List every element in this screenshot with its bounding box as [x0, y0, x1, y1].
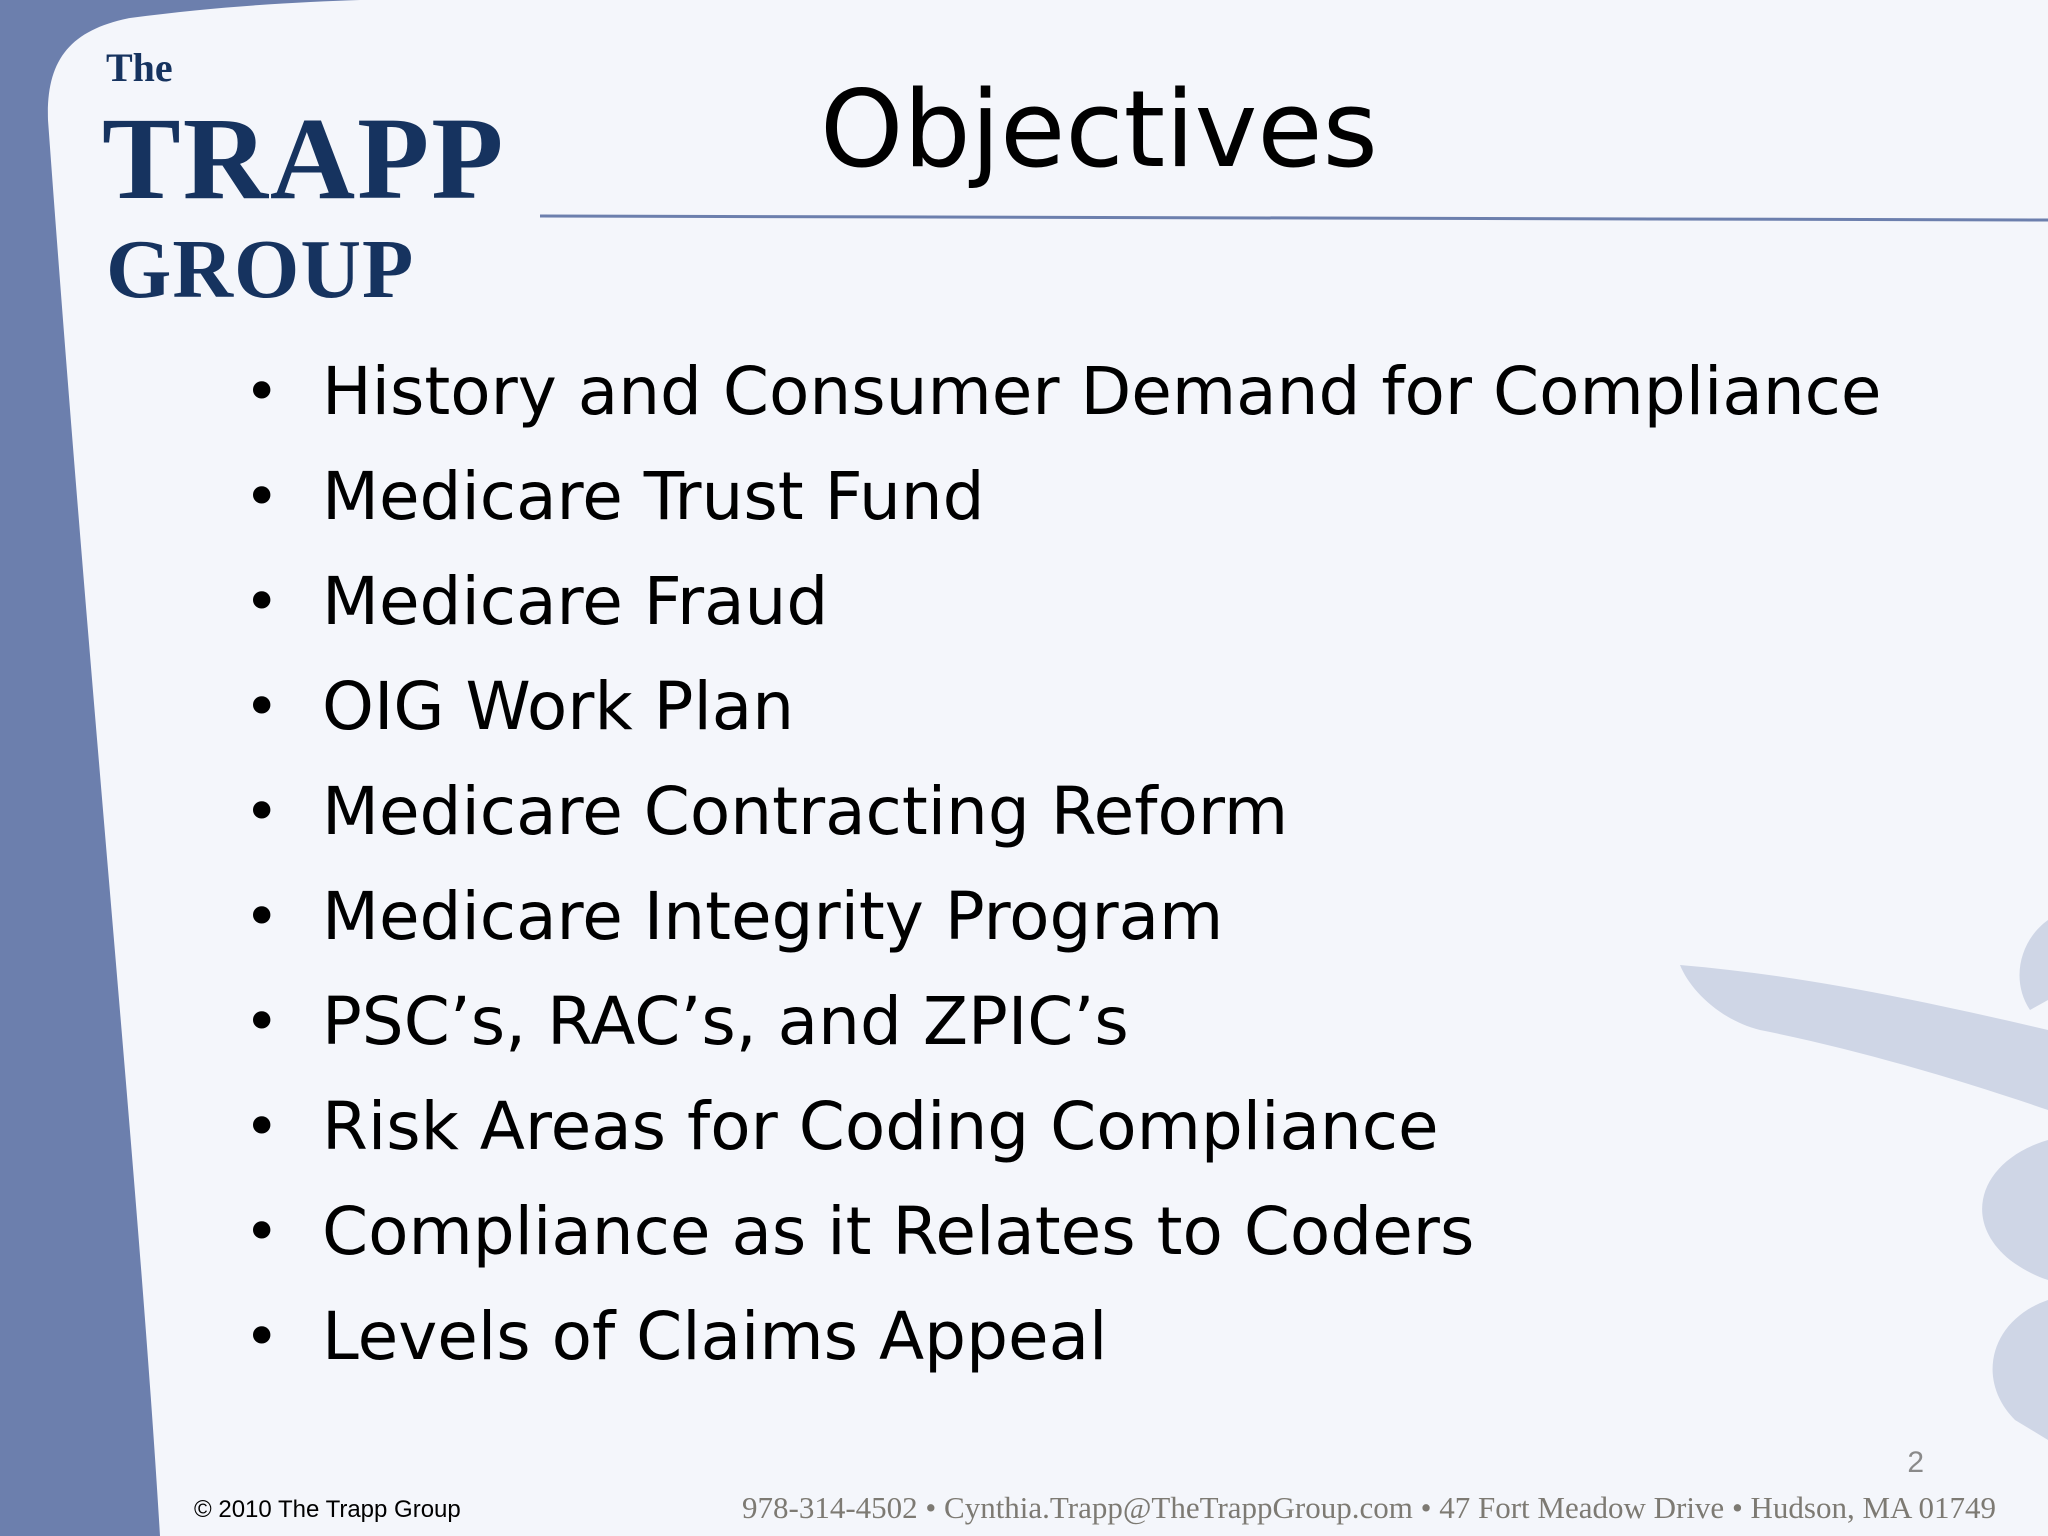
bullet-dot-icon: • — [244, 882, 280, 952]
objective-text: Medicare Trust Fund — [322, 458, 985, 535]
objective-text: PSC’s, RAC’s, and ZPIC’s — [322, 983, 1129, 1060]
objective-text: Medicare Integrity Program — [322, 878, 1224, 955]
objective-text: Levels of Claims Appeal — [322, 1298, 1108, 1375]
objective-text: Medicare Contracting Reform — [322, 773, 1289, 850]
copyright-notice: © 2010 The Trapp Group — [194, 1496, 461, 1523]
objective-item — [244, 352, 1882, 457]
objective-item — [244, 667, 1882, 772]
bullet-dot-icon: • — [244, 672, 280, 742]
bullet-dot-icon: • — [244, 1197, 280, 1267]
trapp-group-logo — [102, 45, 506, 316]
bullet-dot-icon: • — [244, 1302, 280, 1372]
bullet-dot-icon: • — [244, 1092, 280, 1162]
logo-the-text: The — [106, 45, 173, 90]
objective-item — [244, 562, 1882, 667]
logo-group-text: GROUP — [106, 223, 415, 316]
objective-text: Risk Areas for Coding Compliance — [322, 1088, 1439, 1165]
page-number: 2 — [1907, 1446, 1924, 1479]
logo-trapp-text: TRAPP — [102, 93, 506, 224]
objective-item — [244, 877, 1882, 982]
objective-item — [244, 1297, 1882, 1402]
bullet-dot-icon: • — [244, 357, 280, 427]
objective-text: History and Consumer Demand for Compliance — [322, 353, 1882, 430]
contact-info: 978-314-4502 • Cynthia.Trapp@TheTrappGroup.com • 47 Fort Meadow Drive • Hudson, MA 01749 — [742, 1490, 1996, 1525]
slide-title: Objectives — [820, 68, 1378, 191]
objective-item — [244, 457, 1882, 562]
bullet-dot-icon: • — [244, 777, 280, 847]
bullet-dot-icon: • — [244, 462, 280, 532]
objective-text: OIG Work Plan — [322, 668, 795, 745]
objective-item — [244, 772, 1882, 877]
objective-item — [244, 982, 1882, 1087]
objectives-list — [244, 352, 1882, 1402]
objective-text: Compliance as it Relates to Coders — [322, 1193, 1475, 1270]
objective-item — [244, 1087, 1882, 1192]
objective-text: Medicare Fraud — [322, 563, 829, 640]
bullet-dot-icon: • — [244, 987, 280, 1057]
bullet-dot-icon: • — [244, 567, 280, 637]
objective-item — [244, 1192, 1882, 1297]
